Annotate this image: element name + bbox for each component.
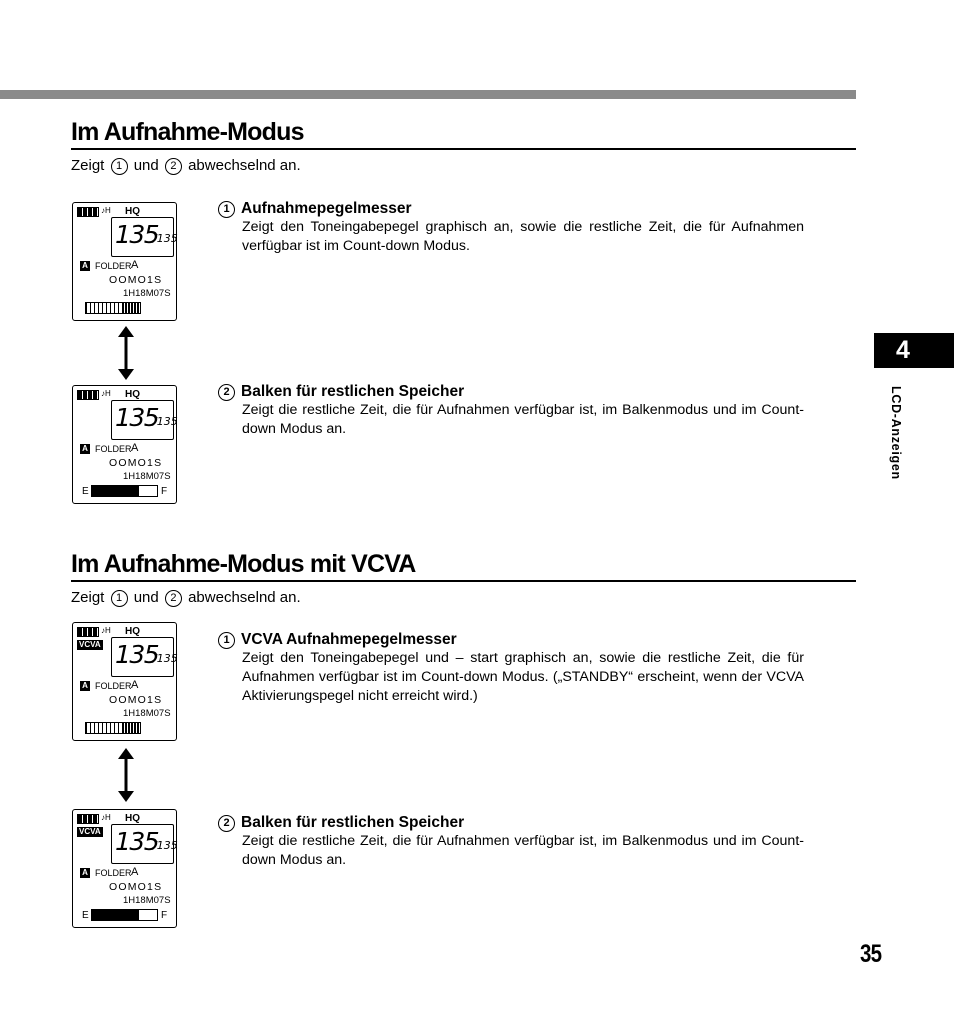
item-body: Zeigt die restliche Zeit, die für Aufnahmen verfügbar ist, im Balkenmodus und im Count-down Modus an. [242,833,804,868]
page-number: 35 [860,940,882,968]
mic-sensitivity-icon: ♪H [101,813,111,822]
circle-number-2: 2 [165,590,182,607]
counter-small: /135 [153,839,178,852]
section-intro [71,157,301,175]
folder-icon: A [80,681,90,691]
remaining-time: 1H18M07S [123,708,171,719]
record-mode-label: HQ [125,813,140,824]
item-body: Zeigt den Toneingabepegel graphisch an, sowie die restliche Zeit, die für Aufnahmen verfügbar ist im Count-down Modus. [242,219,804,254]
file-code: OOMO1S [109,881,163,893]
mic-sensitivity-icon: ♪H [101,626,111,635]
counter-small: /135 [153,652,178,665]
counter-small: /135 [153,232,178,245]
item-title-text: Balken für restlichen Speicher [241,383,465,400]
item-memory-bar [218,382,804,439]
intro-text: und [133,589,159,606]
circle-number-2: 2 [218,815,235,832]
folder-icon: A [80,444,90,454]
circle-number-1: 1 [111,590,128,607]
circle-number-1: 1 [218,201,235,218]
chapter-side-label: LCD-Anzeigen [889,386,903,480]
counter-big: 135 [115,640,159,669]
record-mode-label: HQ [125,389,140,400]
memory-bar [91,909,158,921]
circle-number-2: 2 [165,158,182,175]
battery-icon [77,207,99,217]
item-title [218,630,804,649]
memory-bar-fill [92,486,139,496]
file-code: OOMO1S [109,274,163,286]
intro-text: Zeigt [71,589,105,606]
counter-big: 135 [115,403,159,432]
folder-label: FOLDER [95,868,132,878]
memory-bar [91,485,158,497]
intro-text: abwechselnd an. [188,589,301,606]
folder-name: A [131,442,139,454]
folder-name: A [131,679,139,691]
lcd-memory-bar-display [72,385,177,504]
circle-number-1: 1 [111,158,128,175]
level-meter [85,302,141,314]
counter-big: 135 [115,827,159,856]
folder-label: FOLDER [95,681,132,691]
folder-label: FOLDER [95,261,132,271]
lcd-vcva-level-meter-display [72,622,177,741]
remaining-time: 1H18M07S [123,471,171,482]
bar-empty-label: E [82,486,89,497]
item-level-meter [218,199,804,256]
section-title-recording-mode: Im Aufnahme-Modus [71,118,304,146]
item-title-text: Aufnahmepegelmesser [241,200,412,217]
item-title [218,382,804,401]
memory-bar-fill [92,910,139,920]
item-body: Zeigt den Toneingabepegel und – start graphisch an, sowie die restliche Zeit, die für Aufnahmen verfügbar ist im Count-down Modus. („STANDBY“ erscheint, wenn der VCVA Aktivierungspegel nicht erreicht wird.) [242,650,804,704]
counter-small: /135 [153,415,178,428]
file-code: OOMO1S [109,694,163,706]
record-mode-label: HQ [125,206,140,217]
section-intro [71,589,301,607]
vcva-badge: VCVA [79,640,101,649]
mic-sensitivity-icon: ♪H [101,389,111,398]
lcd-vcva-memory-bar-display [72,809,177,928]
folder-icon: A [80,868,90,878]
mic-sensitivity-icon: ♪H [101,206,111,215]
top-rule-bar [0,90,856,99]
remaining-time: 1H18M07S [123,288,171,299]
counter-big: 135 [115,220,159,249]
item-vcva-level-meter [218,630,804,706]
section-title-rule [71,148,856,150]
bar-full-label: F [161,486,168,497]
item-vcva-memory-bar [218,813,804,870]
item-title [218,813,804,832]
vcva-badge: VCVA [79,827,101,836]
item-title-text: VCVA Aufnahmepegelmesser [241,631,457,648]
folder-label: FOLDER [95,444,132,454]
intro-text: Zeigt [71,157,105,174]
battery-icon [77,627,99,637]
level-meter [85,722,141,734]
bar-empty-label: E [82,910,89,921]
lcd-level-meter-display [72,202,177,321]
folder-name: A [131,259,139,271]
alternating-arrow-icon [116,325,136,381]
battery-icon [77,390,99,400]
circle-number-1: 1 [218,632,235,649]
intro-text: und [133,157,159,174]
circle-number-2: 2 [218,384,235,401]
battery-icon [77,814,99,824]
bar-full-label: F [161,910,168,921]
intro-text: abwechselnd an. [188,157,301,174]
chapter-tab: 4 [874,333,954,368]
folder-name: A [131,866,139,878]
item-title [218,199,804,218]
section-title-recording-mode-vcva: Im Aufnahme-Modus mit VCVA [71,550,416,578]
item-body: Zeigt die restliche Zeit, die für Aufnahmen verfügbar ist, im Balkenmodus und im Count-down Modus an. [242,402,804,437]
record-mode-label: HQ [125,626,140,637]
alternating-arrow-icon [116,747,136,803]
remaining-time: 1H18M07S [123,895,171,906]
folder-icon: A [80,261,90,271]
item-title-text: Balken für restlichen Speicher [241,814,465,831]
file-code: OOMO1S [109,457,163,469]
section-title-rule [71,580,856,582]
